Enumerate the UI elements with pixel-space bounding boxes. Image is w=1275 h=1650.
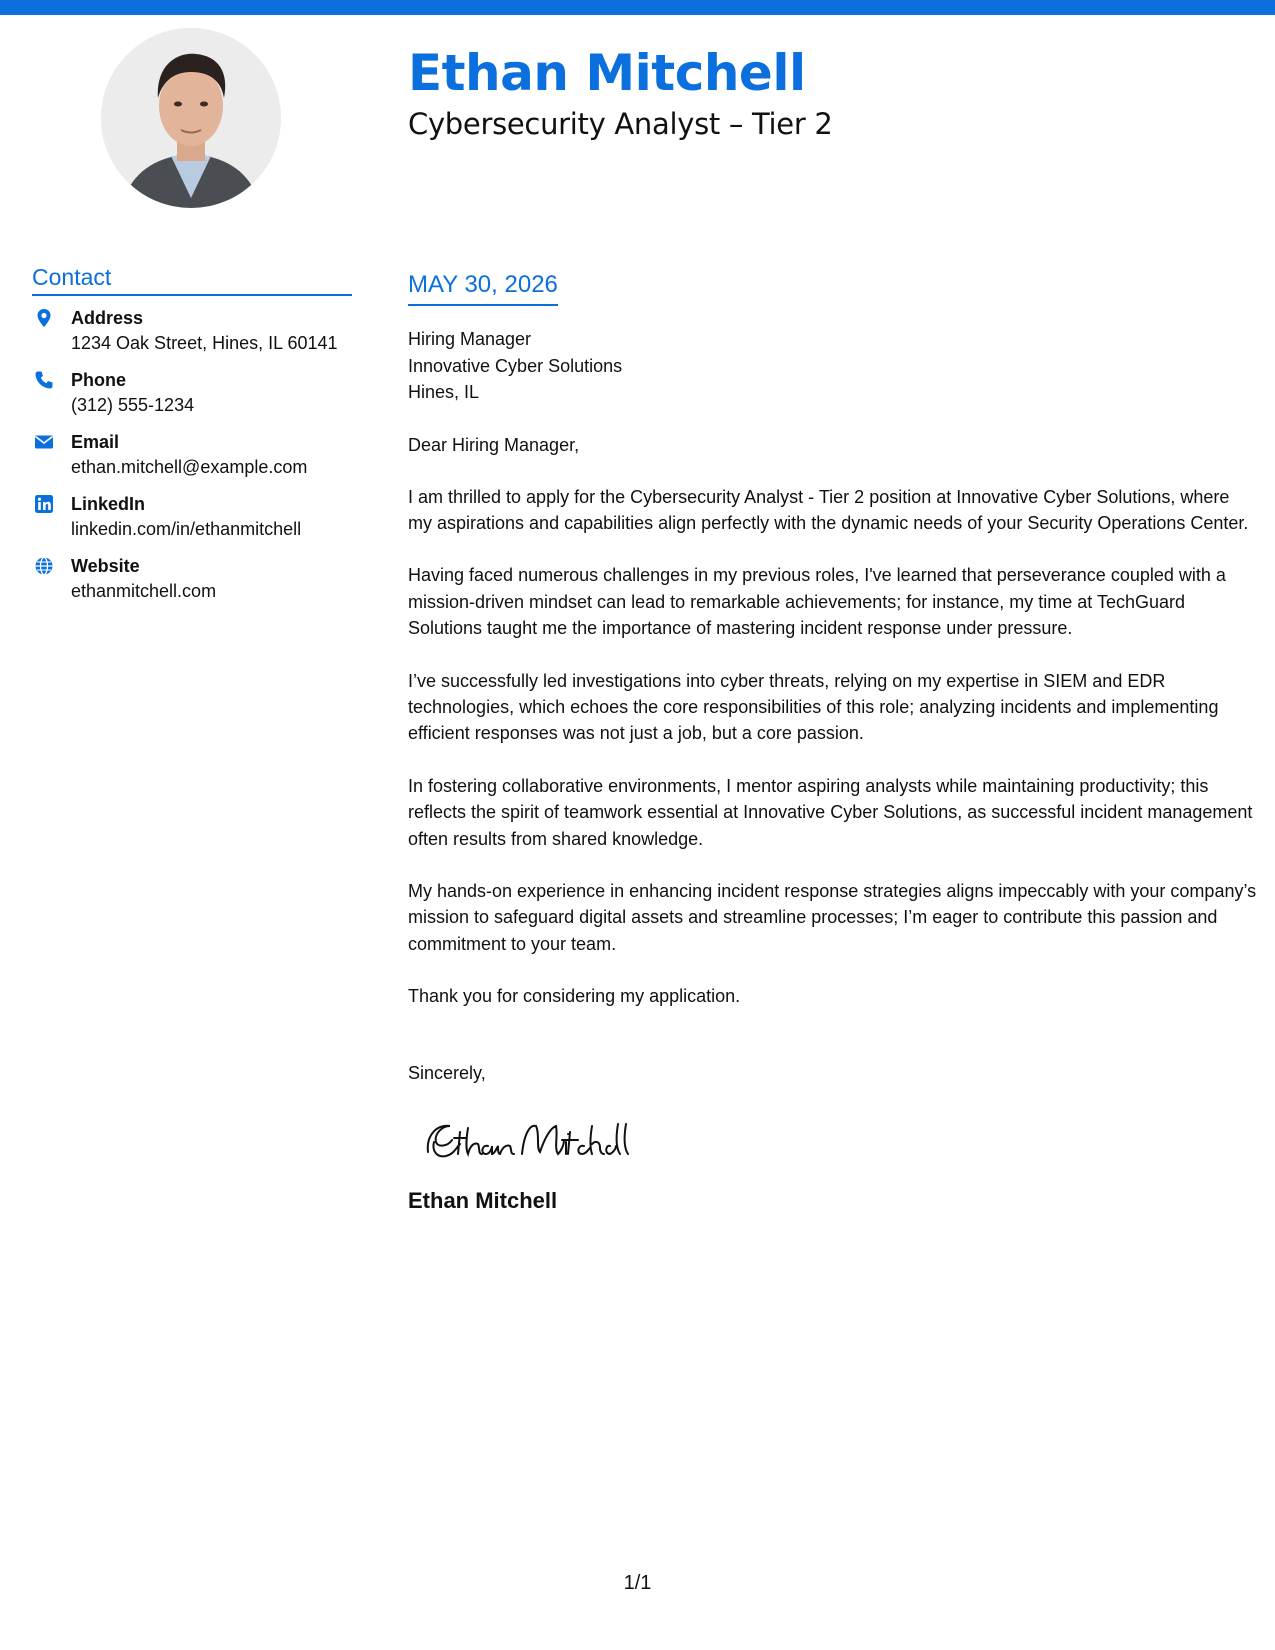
top-accent-bar bbox=[0, 0, 1275, 15]
candidate-name: Ethan Mitchell bbox=[408, 44, 806, 102]
paragraph: My hands-on experience in enhancing incident response strategies aligns impeccably with your company’s mission to safeguard digital assets and streamline processes; I’m eager to contribute this passion and commitment to your team. bbox=[408, 880, 1257, 954]
contact-item-phone bbox=[32, 368, 352, 418]
map-pin-icon bbox=[34, 308, 56, 330]
contact-item-linkedin bbox=[32, 492, 352, 542]
recipient-line: Innovative Cyber Solutions bbox=[408, 355, 623, 376]
paragraph: I’ve successfully led investigations into cyber threats, relying on my expertise in SIEM and EDR technologies, which echoes the core responsibilities of this role; analyzing incidents and implementing efficient responses was not just a job, but a core passion. bbox=[408, 670, 1219, 744]
contact-label: Email bbox=[71, 432, 120, 452]
contact-list bbox=[32, 306, 352, 604]
email-value[interactable]: ethan.mitchell@example.com bbox=[71, 457, 308, 477]
contact-item-website bbox=[32, 554, 352, 604]
contact-label: Website bbox=[71, 556, 140, 576]
profile-photo bbox=[101, 28, 281, 208]
closing: Sincerely, bbox=[408, 1062, 486, 1083]
recipient-line: Hines, IL bbox=[408, 382, 480, 402]
contact-label: Address bbox=[71, 308, 144, 328]
greeting: Dear Hiring Manager, bbox=[408, 434, 580, 455]
phone-icon bbox=[34, 370, 56, 392]
paragraph: Thank you for considering my application. bbox=[408, 986, 741, 1007]
paragraph: I am thrilled to apply for the Cybersecurity Analyst - Tier 2 position at Innovative Cyber Solutions, where my aspirations and capabilities align perfectly with the dynamic needs of your Security Operations Center. bbox=[408, 486, 1249, 533]
contact-item-address bbox=[32, 306, 352, 356]
recipient-block bbox=[408, 326, 1258, 406]
signed-name: Ethan Mitchell bbox=[408, 1187, 558, 1213]
contact-item-email bbox=[32, 430, 352, 480]
candidate-title: Cybersecurity Analyst – Tier 2 bbox=[408, 107, 833, 141]
handwritten-signature bbox=[408, 1104, 1258, 1174]
paragraph: Having faced numerous challenges in my previous roles, I've learned that perseverance coupled with a mission-driven mindset can lead to remarkable achievements; for instance, my time at TechGuard Solutions taught me the importance of mastering incident response under pressure. bbox=[408, 565, 1226, 639]
linkedin-value[interactable]: linkedin.com/in/ethanmitchell bbox=[71, 519, 302, 539]
header bbox=[408, 40, 833, 142]
letter-date: MAY 30, 2026 bbox=[408, 268, 558, 306]
envelope-icon bbox=[34, 432, 56, 454]
letter-body bbox=[408, 268, 1258, 1216]
phone-value: (312) 555-1234 bbox=[71, 395, 195, 415]
address-value: 1234 Oak Street, Hines, IL 60141 bbox=[71, 333, 338, 353]
recipient-line: Hiring Manager bbox=[408, 329, 532, 349]
page-number: 1/1 bbox=[623, 1572, 652, 1594]
contact-sidebar bbox=[32, 262, 352, 616]
website-value[interactable]: ethanmitchell.com bbox=[71, 581, 217, 601]
globe-icon bbox=[34, 556, 56, 578]
contact-heading: Contact bbox=[32, 262, 352, 296]
contact-label: Phone bbox=[71, 370, 127, 390]
contact-label: LinkedIn bbox=[71, 494, 146, 514]
paragraph: In fostering collaborative environments, I mentor aspiring analysts while maintaining productivity; this reflects the spirit of teamwork essential at Innovative Cyber Solutions, as successful incident management often results from shared knowledge. bbox=[408, 775, 1253, 849]
linkedin-icon bbox=[34, 494, 56, 516]
